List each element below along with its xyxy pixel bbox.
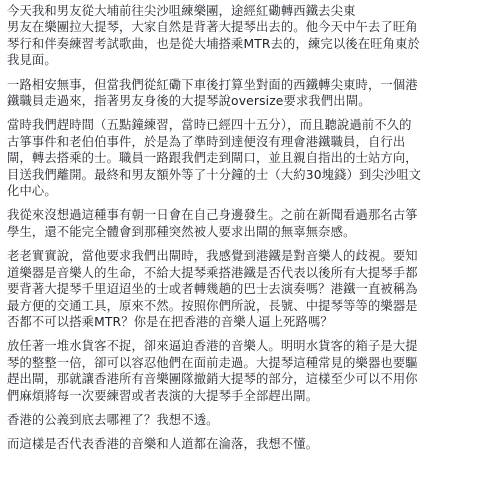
post-paragraph-7: 香港的公義到底去哪裡了？我想不透。 (7, 412, 219, 427)
post-paragraph-2: 一路相安無事，但當我們從紅磡下車後打算坐對面的西鐵轉尖東時，一個港 鐵職員走過來，指著男友身後的大提琴說oversize要求我們出閘。 (7, 77, 418, 109)
post-paragraph-5: 老老實實說，當他要求我們出閘時，我感覺到港鐵是對音樂人的歧視。要知 道樂器是音樂人的生命，不給大提琴乘搭港鐵是否代表以後所有大提琴手都 要背著大提琴千里迢迢坐的士或者轉幾趟的巴士去演奏嗎？港鐵一直被稱為 最方便的交通工具，原來不然。按照你們所說，長號、中提琴等等的樂器是 否都不可以搭乘MTR？你是在把香港的音樂人逼上死路嗎？ (7, 249, 418, 329)
post-paragraph-6: 放任著一堆水貨客不捉，卻來逼迫香港的音樂人。明明水貨客的箱子是大提 琴的整整一倍，卻可以容忍他們在面前走過。大提琴這種常見的樂器也要驅 趕出閘，那就讓香港所有音樂團隊撤銷大提琴的部分，這樣至少可以不用你 們麻煩將每一次要練習或者表演的大提琴手全部趕出閘。 (7, 339, 418, 403)
post-paragraph-4: 我從來沒想過這種事有朝一日會在自己身邊發生。之前在新聞看過那名古箏 學生，還不能完全體會到那種突然被人要求出閘的無辜無奈感。 (7, 208, 418, 239)
post-paragraph-1: 今天我和男友從大埔前往尖沙咀練樂團，途經紅磡轉西鐵去尖東 男友在樂團拉大提琴，大家自然是背著大提琴出去的。他今天中午去了旺角 琴行和伴奏練習考試歌曲，也是從大埔搭乘MTR去的，練完以後在旺角東於 我見面。 (7, 4, 420, 68)
post-body (7, 3, 477, 461)
post-paragraph-8: 而這樣是否代表香港的音樂和人道都在淪落，我想不懂。 (7, 437, 319, 452)
post-paragraph-3: 當時我們趕時間（五點鐘練習，當時已經四十五分），而且聽說過前不久的 古箏事件和老伯伯事件，於是為了準時到達便沒有理會港鐵職員，自行出 閘，轉去搭乘的士。職員一路跟我們走到閘口，並且親自指出的士站方向， 目送我們離開。最終和男友額外等了十分鐘的士（大約30塊錢）到尖沙咀文 化中心。 (7, 118, 422, 199)
